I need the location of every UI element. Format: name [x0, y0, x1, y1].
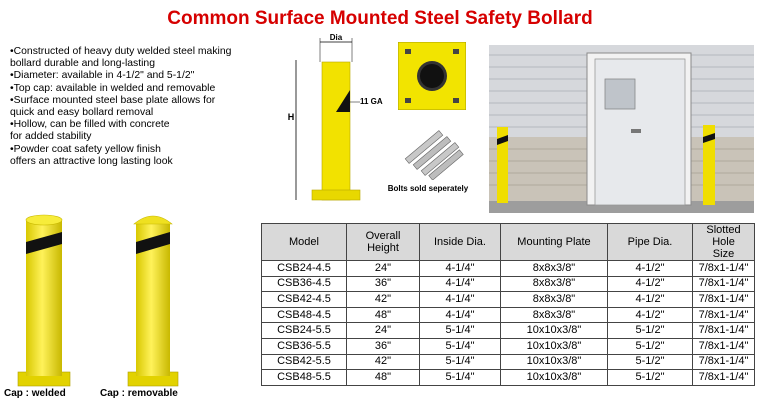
bollard-pipe [322, 62, 350, 200]
feature-item: •Top cap: available in welded and removable [10, 82, 216, 94]
cell-slotted-hole: 7/8x1-1/4" [693, 370, 755, 386]
table-row [262, 323, 755, 339]
cell-model: CSB36-4.5 [262, 276, 347, 292]
cell-height: 24" [347, 323, 420, 339]
table-row [262, 261, 755, 277]
cell-pipe-dia: 5-1/2" [608, 370, 693, 386]
bolts-image [392, 118, 470, 180]
bolts-caption: Bolts sold seperately [387, 184, 469, 193]
table-header-row [262, 224, 755, 261]
feature-item: •Constructed of heavy duty welded steel making bollard durable and long-lasting [10, 46, 232, 70]
cell-inside-dia: 5-1/4" [420, 338, 501, 354]
cell-pipe-dia: 4-1/2" [608, 276, 693, 292]
col-slotted-hole-size: Slotted Hole Size [693, 224, 755, 261]
cell-slotted-hole: 7/8x1-1/4" [693, 276, 755, 292]
height-label: H [287, 112, 295, 122]
cell-model: CSB42-4.5 [262, 292, 347, 308]
cell-pipe-dia: 5-1/2" [608, 354, 693, 370]
bollard-welded-photo [12, 212, 76, 388]
feature-list [10, 46, 260, 168]
cell-pipe-dia: 4-1/2" [608, 307, 693, 323]
cell-inside-dia: 5-1/4" [420, 354, 501, 370]
dia-label: Dia [329, 33, 343, 42]
cell-mounting-plate: 8x8x3/8" [501, 261, 608, 277]
table-row [262, 307, 755, 323]
cell-slotted-hole: 7/8x1-1/4" [693, 307, 755, 323]
cell-inside-dia: 5-1/4" [420, 323, 501, 339]
cell-model: CSB48-4.5 [262, 307, 347, 323]
feature-item: •Diameter: available in 4-1/2" and 5-1/2" [10, 70, 195, 82]
cell-model: CSB42-5.5 [262, 354, 347, 370]
cell-mounting-plate: 10x10x3/8" [501, 338, 608, 354]
page-title: Common Surface Mounted Steel Safety Bollard [167, 8, 593, 29]
table-row [262, 276, 755, 292]
col-mounting-plate: Mounting Plate [501, 224, 608, 261]
cell-mounting-plate: 10x10x3/8" [501, 323, 608, 339]
col-pipe-dia: Pipe Dia. [608, 224, 693, 261]
cell-inside-dia: 4-1/4" [420, 292, 501, 308]
cell-mounting-plate: 10x10x3/8" [501, 354, 608, 370]
cell-mounting-plate: 8x8x3/8" [501, 276, 608, 292]
table-row [262, 354, 755, 370]
base-plate-image [398, 42, 466, 110]
cell-pipe-dia: 4-1/2" [608, 261, 693, 277]
cell-height: 48" [347, 370, 420, 386]
gauge-label: 11 GA [360, 97, 383, 106]
cell-mounting-plate: 8x8x3/8" [501, 307, 608, 323]
cell-model: CSB48-5.5 [262, 370, 347, 386]
cell-height: 42" [347, 292, 420, 308]
cell-height: 36" [347, 276, 420, 292]
col-overall-height: Overall Height [347, 224, 420, 261]
cell-mounting-plate: 10x10x3/8" [501, 370, 608, 386]
bollard-removable-photo [124, 210, 182, 388]
cell-model: CSB24-5.5 [262, 323, 347, 339]
table-row [262, 370, 755, 386]
cell-pipe-dia: 4-1/2" [608, 292, 693, 308]
cell-inside-dia: 4-1/4" [420, 261, 501, 277]
cell-height: 36" [347, 338, 420, 354]
cell-height: 48" [347, 307, 420, 323]
feature-item: •Powder coat safety yellow finish offers an attractive long lasting look [10, 143, 173, 167]
cell-inside-dia: 4-1/4" [420, 276, 501, 292]
cell-height: 42" [347, 354, 420, 370]
cell-model: CSB36-5.5 [262, 338, 347, 354]
cell-model: CSB24-4.5 [262, 261, 347, 277]
cell-slotted-hole: 7/8x1-1/4" [693, 292, 755, 308]
table-row [262, 338, 755, 354]
table-row [262, 292, 755, 308]
spec-table [261, 223, 755, 386]
cell-slotted-hole: 7/8x1-1/4" [693, 354, 755, 370]
cell-inside-dia: 4-1/4" [420, 307, 501, 323]
feature-item: •Surface mounted steel base plate allows for quick and easy bollard removal [10, 94, 216, 119]
base-plate [312, 190, 360, 200]
cell-height: 24" [347, 261, 420, 277]
installation-photo [489, 45, 754, 213]
cell-inside-dia: 5-1/4" [420, 370, 501, 386]
cell-mounting-plate: 8x8x3/8" [501, 292, 608, 308]
feature-item: •Hollow, can be filled with concrete for added stability [10, 119, 170, 143]
cell-slotted-hole: 7/8x1-1/4" [693, 261, 755, 277]
cell-slotted-hole: 7/8x1-1/4" [693, 338, 755, 354]
cell-slotted-hole: 7/8x1-1/4" [693, 323, 755, 339]
cell-pipe-dia: 5-1/2" [608, 323, 693, 339]
col-inside-dia: Inside Dia. [420, 224, 501, 261]
caption-removable: Cap : removable [100, 388, 178, 399]
caption-welded: Cap : welded [4, 388, 66, 399]
col-model: Model [262, 224, 347, 261]
cell-pipe-dia: 5-1/2" [608, 338, 693, 354]
